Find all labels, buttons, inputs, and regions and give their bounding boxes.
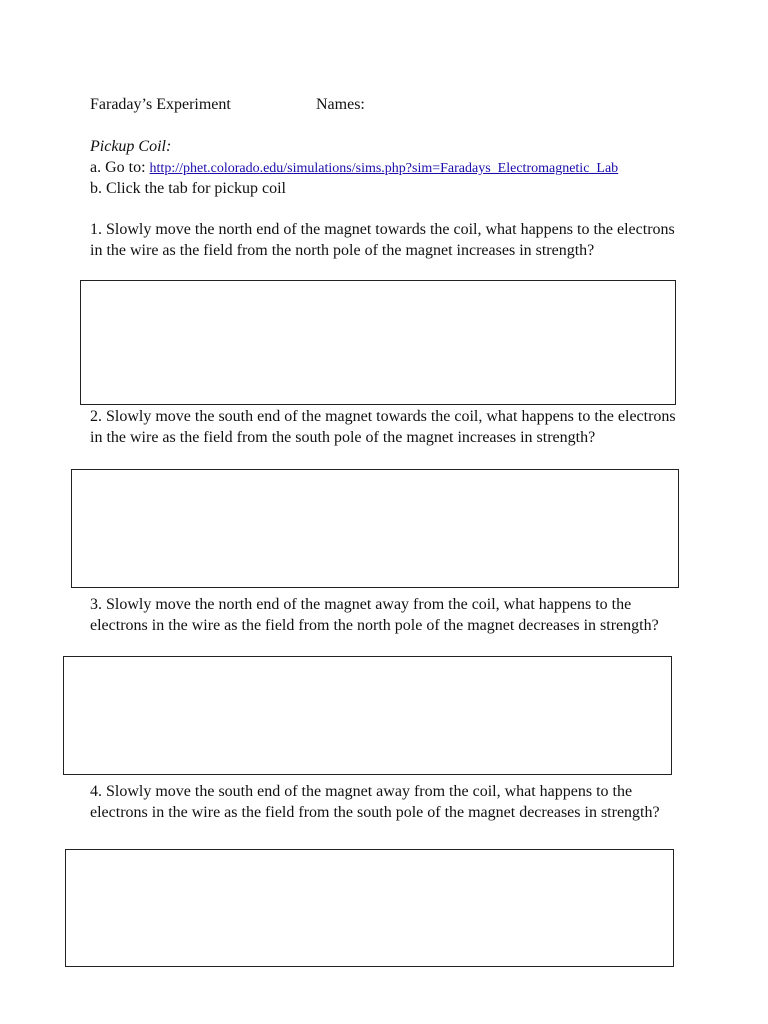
phet-simulation-link[interactable]: http://phet.colorado.edu/simulations/sims.php?sim=Faradays_Electromagnetic_Lab [149,161,619,176]
answer-box-3[interactable] [63,656,672,775]
question-1: 1. Slowly move the north end of the magnet towards the coil, what happens to the electrons in the wire as the field from the north pole of the magnet increases in strength? [90,221,675,259]
answer-box-2[interactable] [71,469,679,588]
question-4: 4. Slowly move the south end of the magnet away from the coil, what happens to the electrons in the wire as the field from the south pole of the magnet decreases in strength? [90,783,660,821]
section-heading: Pickup Coil: [90,138,172,155]
answer-box-1[interactable] [80,280,676,405]
step-b: b. Click the tab for pickup coil [90,180,286,197]
step-a-prefix: a. Go to: [90,159,150,176]
answer-box-4[interactable] [65,849,674,967]
step-a [90,158,618,178]
page-title: Faraday’s Experiment [90,96,231,113]
question-3: 3. Slowly move the north end of the magnet away from the coil, what happens to the electrons in the wire as the field from the north pole of the magnet decreases in strength? [90,596,659,634]
names-label: Names: [316,96,365,113]
question-2: 2. Slowly move the south end of the magnet towards the coil, what happens to the electrons in the wire as the field from the south pole of the magnet increases in strength? [90,408,676,446]
